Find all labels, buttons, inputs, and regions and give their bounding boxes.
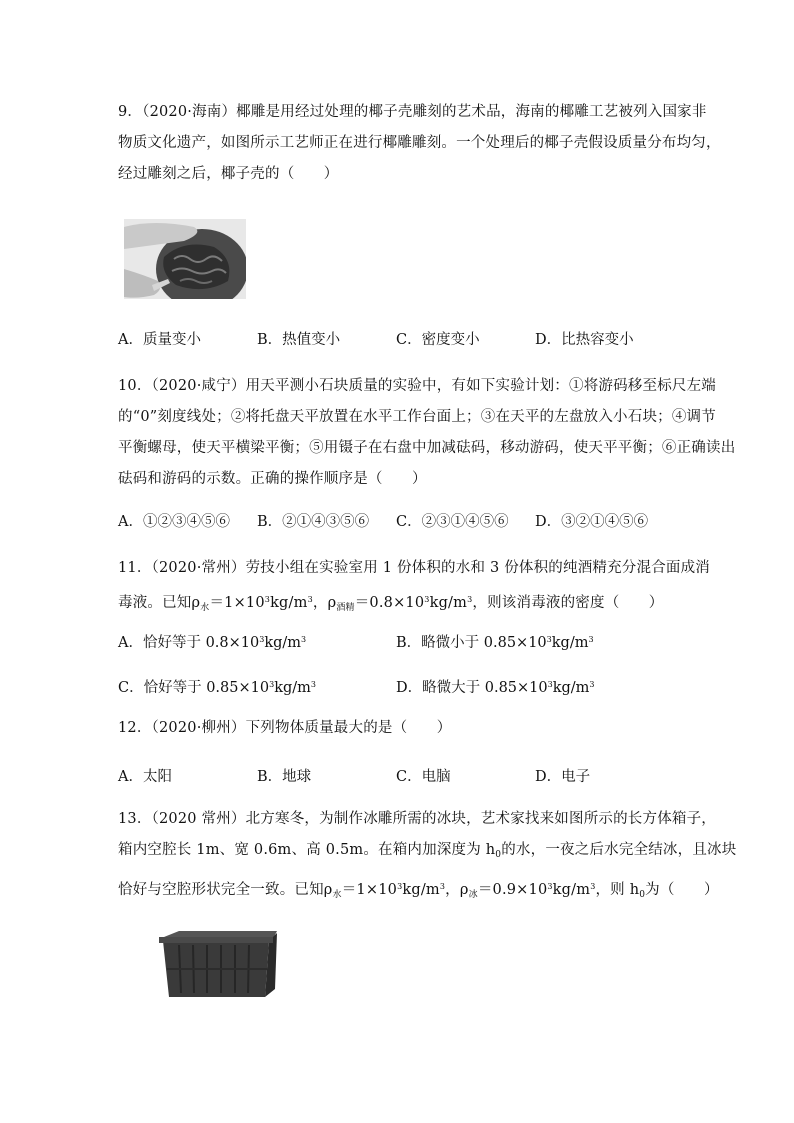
question-9 <box>118 97 721 190</box>
question-10-line-2: 的“0”刻度线处；②将托盘天平放置在水平工作台面上；③在天平的左盘放入小石块；④调节 <box>118 409 716 425</box>
question-13-line-3: 恰好与空腔形状完全一致。已知$\rho_水=1\times 10^3kg/m^3$，$\rho_冰=0.9\times 10^3kg/m^3$，则 $h_0$为（ ） <box>118 882 719 900</box>
question-13-line-2: 箱内空腔长 1m、宽 0.6m、高 0.5m。在箱内加深度为 $h_0$的水，一夜之后水完全结冰，且冰块 <box>118 842 737 860</box>
question-12 <box>118 713 451 744</box>
question-12-line-1: 12．（2020·柳州）下列物体质量最大的是（ ） <box>118 720 452 736</box>
question-9-line-2: 物质文化遗产，如图所示工艺师正在进行椰雕雕刻。一个处理后的椰子壳假设质量分布均匀， <box>118 135 721 151</box>
question-10-line-4: 砝码和游码的示数。正确的操作顺序是（ ） <box>118 471 427 487</box>
q10-option-b: B．②①④③⑤⑥ <box>257 514 370 530</box>
q9-option-a: A．质量变小 <box>118 332 201 348</box>
question-13 <box>118 804 736 911</box>
question-9-line-3: 经过雕刻之后，椰子壳的（ ） <box>118 166 339 182</box>
coconut-carving-photo <box>124 219 246 299</box>
question-10 <box>118 371 735 495</box>
question-11-line-1: 11．（2020·常州）劳技小组在实验室用 1 份体积的水和 3 份体积的纯酒精充分混合面成消 <box>118 560 710 576</box>
q11-option-b: B．略微小于 $0.85\times 10^3kg/m^3$ <box>396 635 594 651</box>
q12-option-d: D．电子 <box>535 769 591 785</box>
q12-option-a: A．太阳 <box>118 769 172 785</box>
q11-option-a: A．恰好等于 $0.8\times 10^3kg/m^3$ <box>118 635 307 651</box>
question-13-line-1: 13．（2020 常州）北方寒冬，为制作冰雕所需的冰块，艺术家找来如图所示的长方体箱子， <box>118 811 717 827</box>
question-11 <box>118 553 710 624</box>
q9-option-c: C．密度变小 <box>396 332 480 348</box>
question-10-line-3: 平衡螺母，使天平横梁平衡；⑤用镊子在右盘中加减砝码，移动游码，使天平平衡；⑥正确读出 <box>118 440 736 456</box>
q9-option-b: B．热值变小 <box>257 332 341 348</box>
question-10-line-1: 10．（2020·咸宁）用天平测小石块质量的实验中，有如下实验计划：①将游码移至标尺左端 <box>118 378 717 394</box>
q10-option-a: A．①②③④⑤⑥ <box>118 514 230 530</box>
q12-option-b: B．地球 <box>257 769 312 785</box>
q9-option-d: D．比热容变小 <box>535 332 634 348</box>
q10-option-c: C．②③①④⑤⑥ <box>396 514 509 530</box>
rectangular-box-photo <box>157 929 279 1001</box>
question-9-line-1: 9．（2020·海南）椰雕是用经过处理的椰子壳雕刻的艺术品，海南的椰雕工艺被列入国家非 <box>118 104 707 120</box>
q10-option-d: D．③②①④⑤⑥ <box>535 514 649 530</box>
q12-option-c: C．电脑 <box>396 769 451 785</box>
question-11-line-2: 毒液。已知$\rho_水=1\times 10^3kg/m^3$，$\rho_{酒精}=0.8\times 10^3kg/m^3$，则该消毒液的密度（ ） <box>118 595 664 613</box>
q11-option-d: D．略微大于 $0.85\times 10^3kg/m^3$ <box>396 680 595 696</box>
q11-option-c: C．恰好等于 $0.85\times 10^3kg/m^3$ <box>118 680 316 696</box>
